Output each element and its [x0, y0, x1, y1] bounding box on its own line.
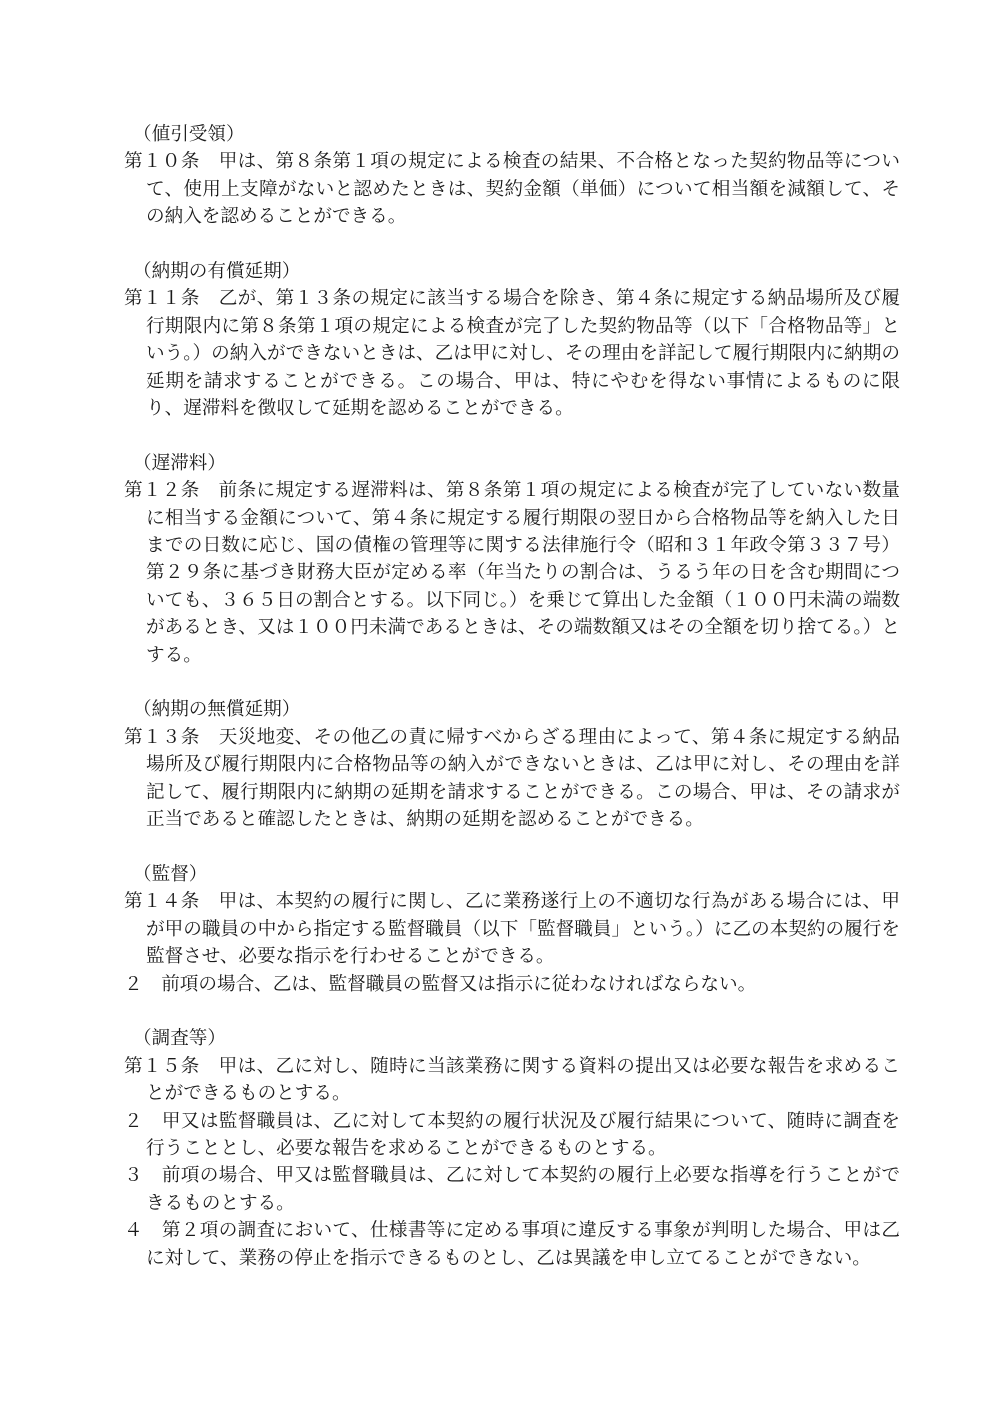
article-10: 第１０条 甲は、第８条第１項の規定による検査の結果、不合格となった契約物品等について、使用上支障がないと認めたときは、契約金額（単価）について相当額を減額して、その納入を認めることができる。: [124, 151, 900, 228]
section-investigation: [124, 1025, 900, 1272]
article-15-paragraph-4: ４ 第２項の調査において、仕様書等に定める事項に違反する事象が判明した場合、甲は乙に対して、業務の停止を指示できるものとし、乙は異議を申し立てることができない。: [124, 1220, 900, 1269]
article-15-paragraph-2: ２ 甲又は監督職員は、乙に対して本契約の履行状況及び履行結果について、随時に調査を行うこととし、必要な報告を求めることができるものとする。: [124, 1110, 900, 1159]
section-heading: （調査等）: [133, 1028, 226, 1050]
section-heading: （監督）: [133, 863, 208, 885]
section-heading: （納期の無償延期）: [133, 699, 301, 721]
article-13: 第１３条 天災地変、その他乙の責に帰すべからざる理由によって、第４条に規定する納品場所及び履行期限内に合格物品等の納入ができないときは、乙は甲に対し、その理由を詳記して、履行期限内に納期の延期を請求することができる。この場合、甲は、その請求が正当であると確認したときは、納期の延期を認めることができる。: [124, 726, 900, 831]
article-15-paragraph-3: ３ 前項の場合、甲又は監督職員は、乙に対して本契約の履行上必要な指導を行うことができるものとする。: [124, 1165, 900, 1214]
section-supervision: [124, 861, 900, 998]
article-12: 第１２条 前条に規定する遅滞料は、第８条第１項の規定による検査が完了していない数量に相当する金額について、第４条に規定する履行期限の翌日から合格物品等を納入した日までの日数に応じ、国の債権の管理等に関する法律施行令（昭和３１年政令第３３７号）第２９条に基づき財務大臣が定める率（年当たりの割合は、うるう年の日を含む期間についても、３６５日の割合とする。以下同じ。）を乗じて算出した金額（１００円未満の端数があるとき、又は１００円未満であるときは、その端数額又はその全額を切り捨てる。）とする。: [124, 480, 900, 666]
section-discount-acceptance: [124, 121, 900, 231]
article-15: 第１５条 甲は、乙に対し、随時に当該業務に関する資料の提出又は必要な報告を求めることができるものとする。: [124, 1055, 900, 1105]
section-heading: （納期の有償延期）: [133, 261, 301, 283]
article-14-paragraph-2: ２ 前項の場合、乙は、監督職員の監督又は指示に従わなければならない。: [124, 973, 757, 995]
section-heading: （値引受領）: [133, 124, 245, 145]
article-11: 第１１条 乙が、第１３条の規定に該当する場合を除き、第４条に規定する納品場所及び履行期限内に第８条第１項の規定による検査が完了した契約物品等（以下「合格物品等」という。）の納入ができないときは、乙は甲に対し、その理由を詳記して履行期限内に納期の延期を請求することができる。この場合、甲は、特にやむを得ない事情によるものに限り、遅滞料を徴収して延期を認めることができる。: [124, 288, 900, 420]
section-paid-extension: [124, 258, 900, 422]
section-delay-charge: [124, 450, 900, 669]
section-heading: （遅滞料）: [133, 452, 226, 474]
article-14: 第１４条 甲は、本契約の履行に関し、乙に業務遂行上の不適切な行為がある場合には、甲が甲の職員の中から指定する監督職員（以下「監督職員」という。）に乙の本契約の履行を監督させ、必要な指示を行わせることができる。: [124, 891, 900, 968]
section-free-extension: [124, 696, 900, 833]
